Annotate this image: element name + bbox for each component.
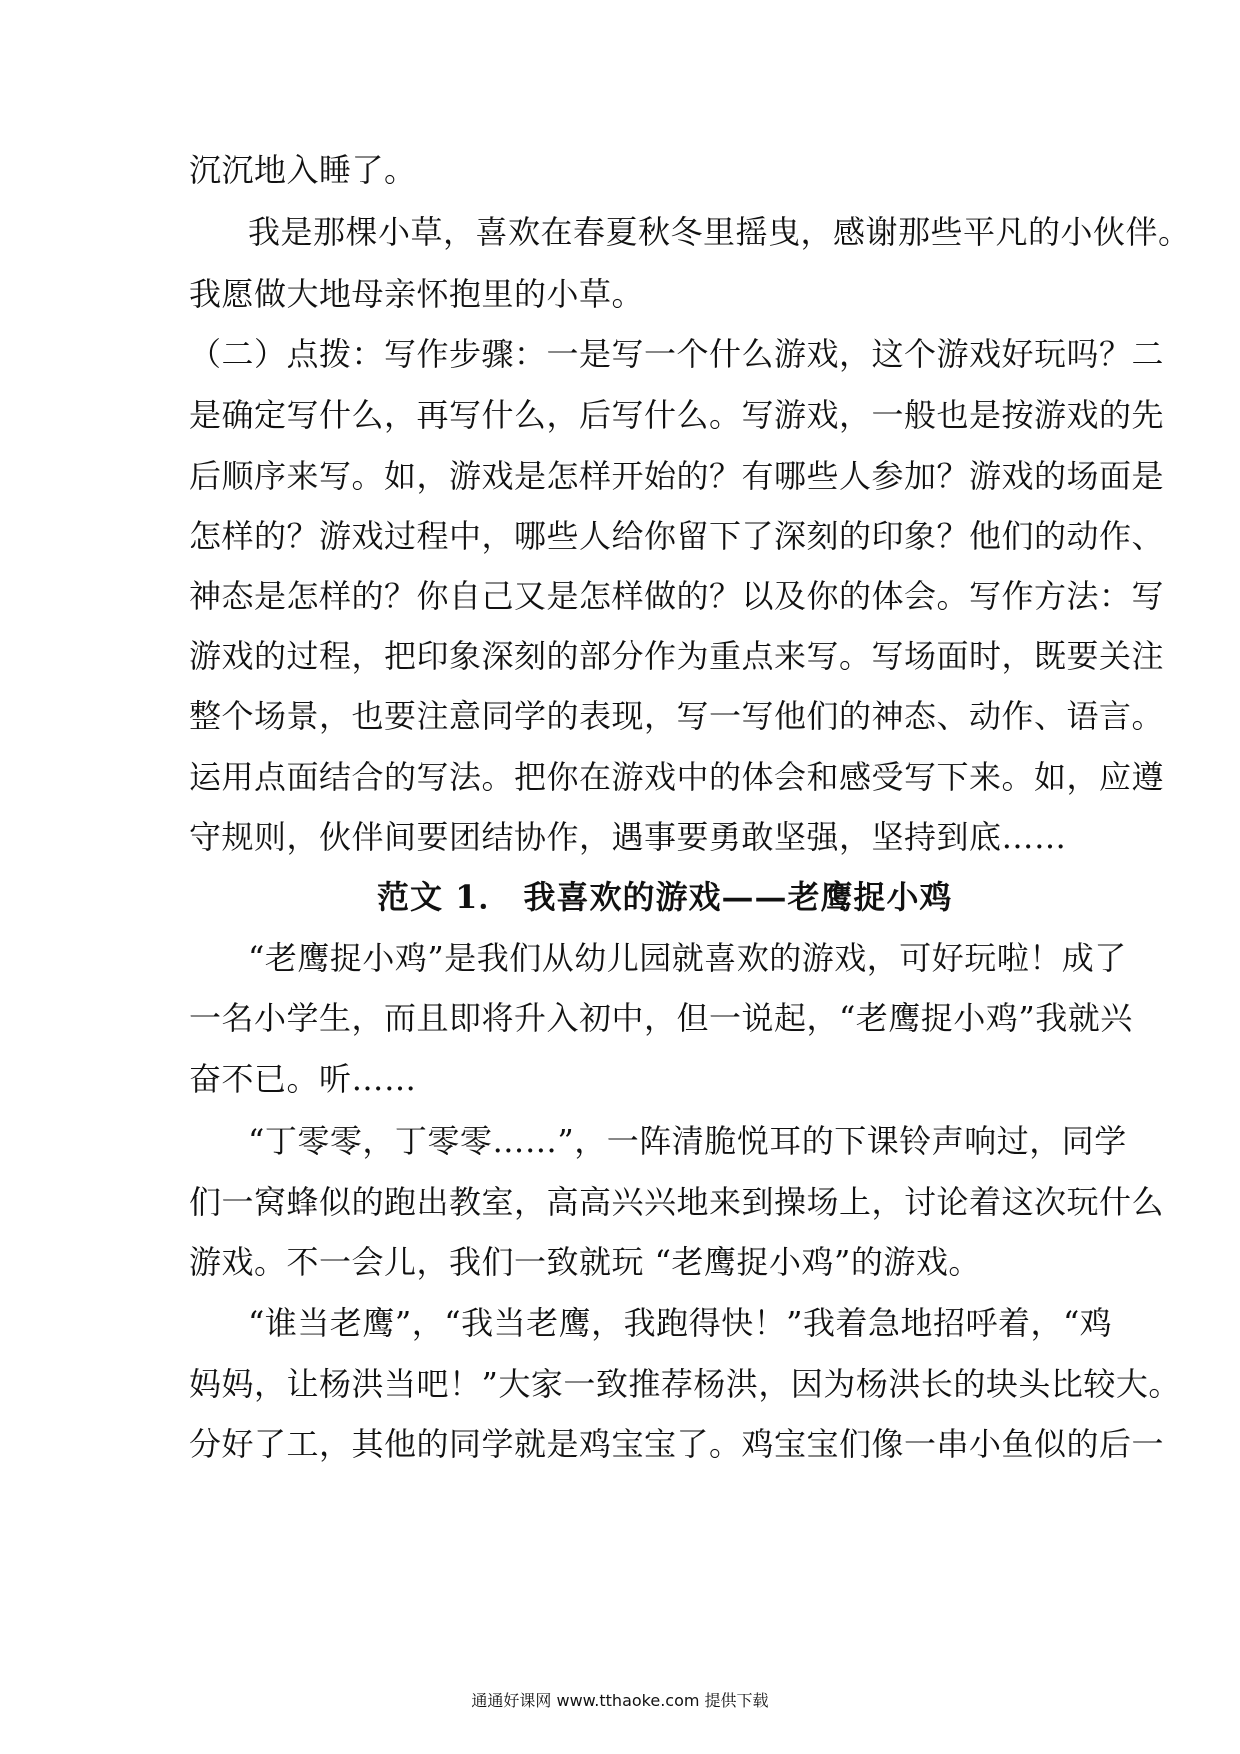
text-line: 我愿做大地母亲怀抱里的小草。 <box>189 275 645 313</box>
text-line: 运用点面结合的写法。把你在游戏中的体会和感受写下来。如，应遵 <box>189 758 1165 796</box>
text-line: 怎样的？游戏过程中，哪些人给你留下了深刻的印象？他们的动作、 <box>189 517 1165 555</box>
text-line: “谁当老鹰”，“我当老鹰，我跑得快！”我着急地招呼着，“鸡 <box>248 1304 1113 1342</box>
text-line: 守规则，伙伴间要团结协作，遇事要勇敢坚强，坚持到底…… <box>189 818 1067 856</box>
text-line: 沉沉地入睡了。 <box>189 151 417 189</box>
text-line: 妈妈，让杨洪当吧！”大家一致推荐杨洪，因为杨洪长的块头比较大。 <box>189 1365 1181 1403</box>
text-line: 们一窝蜂似的跑出教室，高高兴兴地来到操场上，讨论着这次玩什么 <box>189 1183 1165 1221</box>
essay-title: 范文 1． 我喜欢的游戏——老鹰捉小鸡 <box>377 878 953 916</box>
text-line: 整个场景，也要注意同学的表现，写一写他们的神态、动作、语言。 <box>189 697 1165 735</box>
text-line: 分好了工，其他的同学就是鸡宝宝了。鸡宝宝们像一串小鱼似的后一 <box>189 1425 1165 1463</box>
text-line: （二）点拨：写作步骤：一是写一个什么游戏，这个游戏好玩吗？二 <box>189 335 1165 373</box>
text-line: 是确定写什么，再写什么，后写什么。写游戏，一般也是按游戏的先 <box>189 396 1165 434</box>
text-line: “丁零零，丁零零……”，一阵清脆悦耳的下课铃声响过，同学 <box>248 1122 1127 1160</box>
page-footer: 通通好课网 www.tthaoke.com 提供下载 <box>471 1691 769 1710</box>
text-line: 一名小学生，而且即将升入初中，但一说起，“老鹰捉小鸡”我就兴 <box>189 999 1133 1037</box>
text-line: 游戏的过程，把印象深刻的部分作为重点来写。写场面时，既要关注 <box>189 637 1165 675</box>
text-line: 神态是怎样的？你自己又是怎样做的？以及你的体会。写作方法：写 <box>189 577 1165 615</box>
text-line: 我是那棵小草，喜欢在春夏秋冬里摇曳，感谢那些平凡的小伙伴。 <box>248 213 1191 251</box>
text-line: 游戏。不一会儿，我们一致就玩 “老鹰捉小鸡”的游戏。 <box>189 1243 981 1281</box>
text-line: 奋不已。听…… <box>189 1060 417 1098</box>
text-line: “老鹰捉小鸡”是我们从幼儿园就喜欢的游戏，可好玩啦！成了 <box>248 939 1127 977</box>
text-line: 后顺序来写。如，游戏是怎样开始的？有哪些人参加？游戏的场面是 <box>189 457 1165 495</box>
